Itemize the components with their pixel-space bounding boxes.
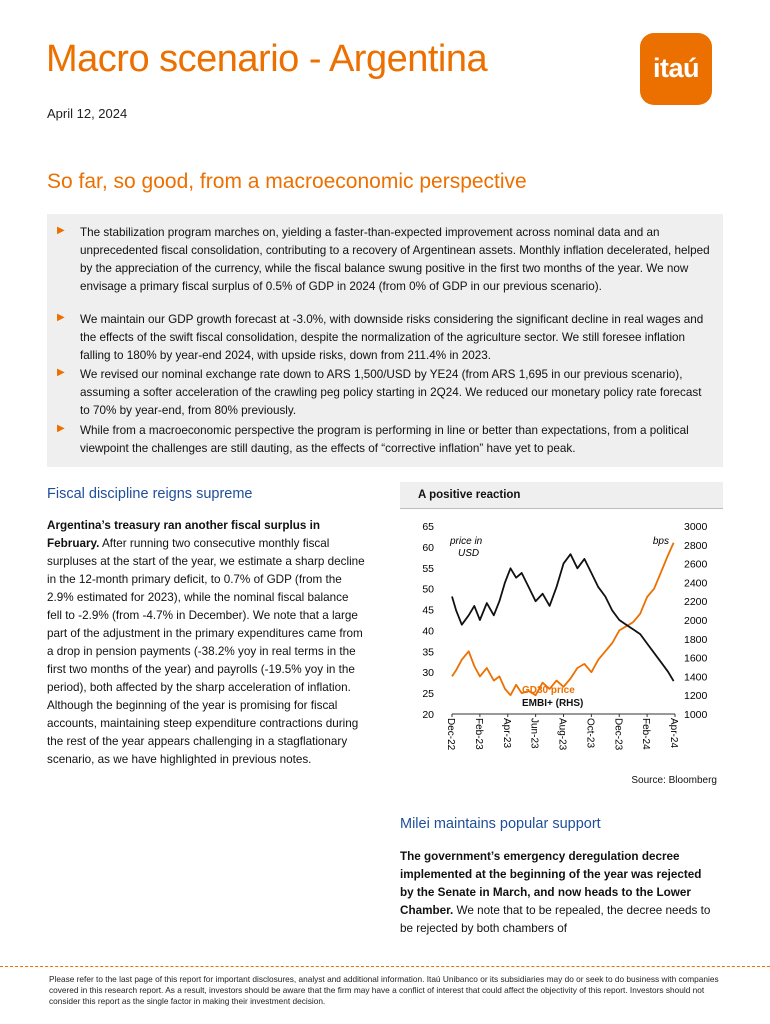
line-chart — [400, 508, 723, 773]
x-tick-label: Apr-24 — [668, 718, 679, 749]
y-right-tick-label: 1200 — [684, 690, 708, 703]
chart-source: Source: Bloomberg — [631, 775, 717, 786]
y-left-tick-label: 45 — [422, 604, 434, 617]
summary-box — [47, 214, 723, 467]
y-left-tick-label: 35 — [422, 646, 434, 659]
x-tick-label: Jun-23 — [528, 718, 540, 749]
fiscal-body — [47, 517, 365, 769]
section-title-milei: Milei maintains popular support — [400, 816, 601, 832]
y-left-tick-label: 25 — [422, 688, 434, 701]
x-tick-label: Dec-23 — [612, 718, 624, 751]
y-right-tick-label: 1400 — [684, 671, 708, 684]
chart-panel — [400, 482, 723, 802]
triangle-bullet-icon: ▶ — [57, 367, 65, 378]
headline: So far, so good, from a macroeconomic perspective — [47, 170, 527, 193]
summary-bullet-text: The stabilization program marches on, yielding a faster-than-expected improvement across nominal data and an unprecedented fiscal consolidation, contributing to a recovery of Argentinean assets. Monthly inflation decelerated, helped by the appreciation of the currency, while the fiscal balance swung positive in the first two months of the year. We now envisage a primary fiscal surplus of 0.5% of GDP in 2024 (from 0% of GDP in our previous scenario). — [80, 226, 710, 293]
summary-bullet — [57, 366, 713, 420]
y-right-tick-label: 1000 — [684, 709, 708, 721]
summary-bullet-text: While from a macroeconomic perspective the program is performing in line or better than expectations, from a political viewpoint the challenges are still dauting, as the effects of “corrective inflation” have yet to peak. — [80, 424, 689, 455]
y-left-tick-label: 60 — [422, 541, 434, 554]
x-tick-label: Oct-23 — [584, 718, 596, 749]
y-left-tick-label: 20 — [422, 709, 434, 721]
fiscal-text: After running two consecutive monthly fiscal surpluses at the start of the year, we estimate a sharp decline in the 12-month primary deficit, to 0.7% of GDP (from the 2.9% estimated for 2023), while the nominal fiscal balance fell to -2.9% (from -4.7% in December). We note that a large part of the adjustment in the primary expenditures came from a drop in pension payments (-38.2% yoy in real terms in the first two months of the year) and payrolls (-19.5% yoy in the period), both affected by the sharp acceleration of inflation. Although the beginning of the year is promising for fiscal accounts, maintaining steep expenditure contractions during the rest of the year appears challenging in a stagflationary scenario, as we have highlighted in previous notes. — [47, 537, 365, 766]
y-right-tick-label: 2000 — [684, 615, 708, 627]
itau-logo — [640, 33, 712, 105]
x-tick-label: Aug-23 — [556, 718, 568, 751]
summary-bullet — [57, 422, 713, 458]
right-unit-label: bps — [652, 536, 669, 547]
summary-bullet — [57, 311, 713, 365]
section-title-fiscal: Fiscal discipline reigns supreme — [47, 486, 253, 502]
y-left-tick-label: 65 — [422, 521, 434, 533]
report-date: April 12, 2024 — [47, 106, 128, 121]
y-left-tick-label: 55 — [422, 562, 434, 575]
series-label-gd30: GD30 price — [522, 685, 575, 696]
x-tick-label: Apr-23 — [500, 718, 512, 749]
series-label-embi: EMBI+ (RHS) — [522, 698, 584, 709]
fiscal-lead: Argentina’s treasury ran another fiscal surplus in February. — [47, 519, 321, 550]
triangle-bullet-icon: ▶ — [57, 312, 65, 323]
y-left-tick-label: 30 — [422, 667, 434, 680]
y-left-tick-label: 50 — [422, 583, 434, 596]
triangle-bullet-icon: ▶ — [57, 225, 65, 236]
chart-title-bar — [400, 482, 723, 509]
summary-bullet-text: We maintain our GDP growth forecast at -3.0%, with downside risks considering the significant decline in real wages and the effects of the swift fiscal consolidation, despite the normalization of the agriculture sector. We still foresee inflation falling to 180% by year-end 2024, with upside risks, down from 211.4% in 2023. — [80, 313, 704, 362]
chart-title: A positive reaction — [418, 489, 521, 501]
y-left-tick-label: 40 — [422, 625, 434, 638]
y-right-tick-label: 1800 — [684, 633, 708, 646]
footer-divider — [0, 966, 770, 967]
series-line — [452, 554, 674, 681]
y-right-tick-label: 2600 — [684, 558, 708, 571]
milei-body — [400, 848, 718, 938]
footer-disclaimer: Please refer to the last page of this report for important disclosures, analyst and additional information. Itaú Unibanco or its subsidiaries may do or seek to do business with companies covered in this research report. As a result, investors should be aware that the firm may have a conflict of interest that could affect the objectivity of this report. Investors should not consider this report as the single factor in making their investment decision. — [49, 974, 719, 1006]
y-right-tick-label: 2200 — [684, 596, 708, 609]
y-right-tick-label: 2800 — [684, 539, 708, 552]
triangle-bullet-icon: ▶ — [57, 423, 65, 434]
logo-text: itaú — [652, 53, 699, 83]
x-tick-label: Dec-22 — [445, 718, 456, 751]
x-tick-label: Feb-24 — [640, 718, 652, 750]
milei-lead: The government’s emergency deregulation decree implemented at the beginning of the year was rejected by the Senate in March, and now heads to the Lower Chamber. — [400, 850, 702, 917]
left-unit-label-line: USD — [458, 548, 480, 559]
y-right-tick-label: 1600 — [684, 652, 708, 665]
summary-bullet — [57, 224, 713, 296]
report-title: Macro scenario - Argentina — [46, 38, 488, 80]
y-right-tick-label: 3000 — [684, 521, 708, 533]
milei-text: We note that to be repealed, the decree needs to be rejected by both chambers of — [400, 904, 711, 935]
summary-bullet-text: We revised our nominal exchange rate down to ARS 1,500/USD by YE24 (from ARS 1,695 in our previous scenario), assuming a softer acceleration of the crawling peg policy starting in 2Q24. We reduced our monetary policy rate forecast to 70% by year-end, from 80% previously. — [80, 368, 702, 417]
left-unit-label-line: price in — [450, 536, 483, 547]
y-right-tick-label: 2400 — [684, 577, 708, 590]
x-tick-label: Feb-23 — [472, 718, 484, 750]
left-unit-label — [449, 536, 483, 559]
